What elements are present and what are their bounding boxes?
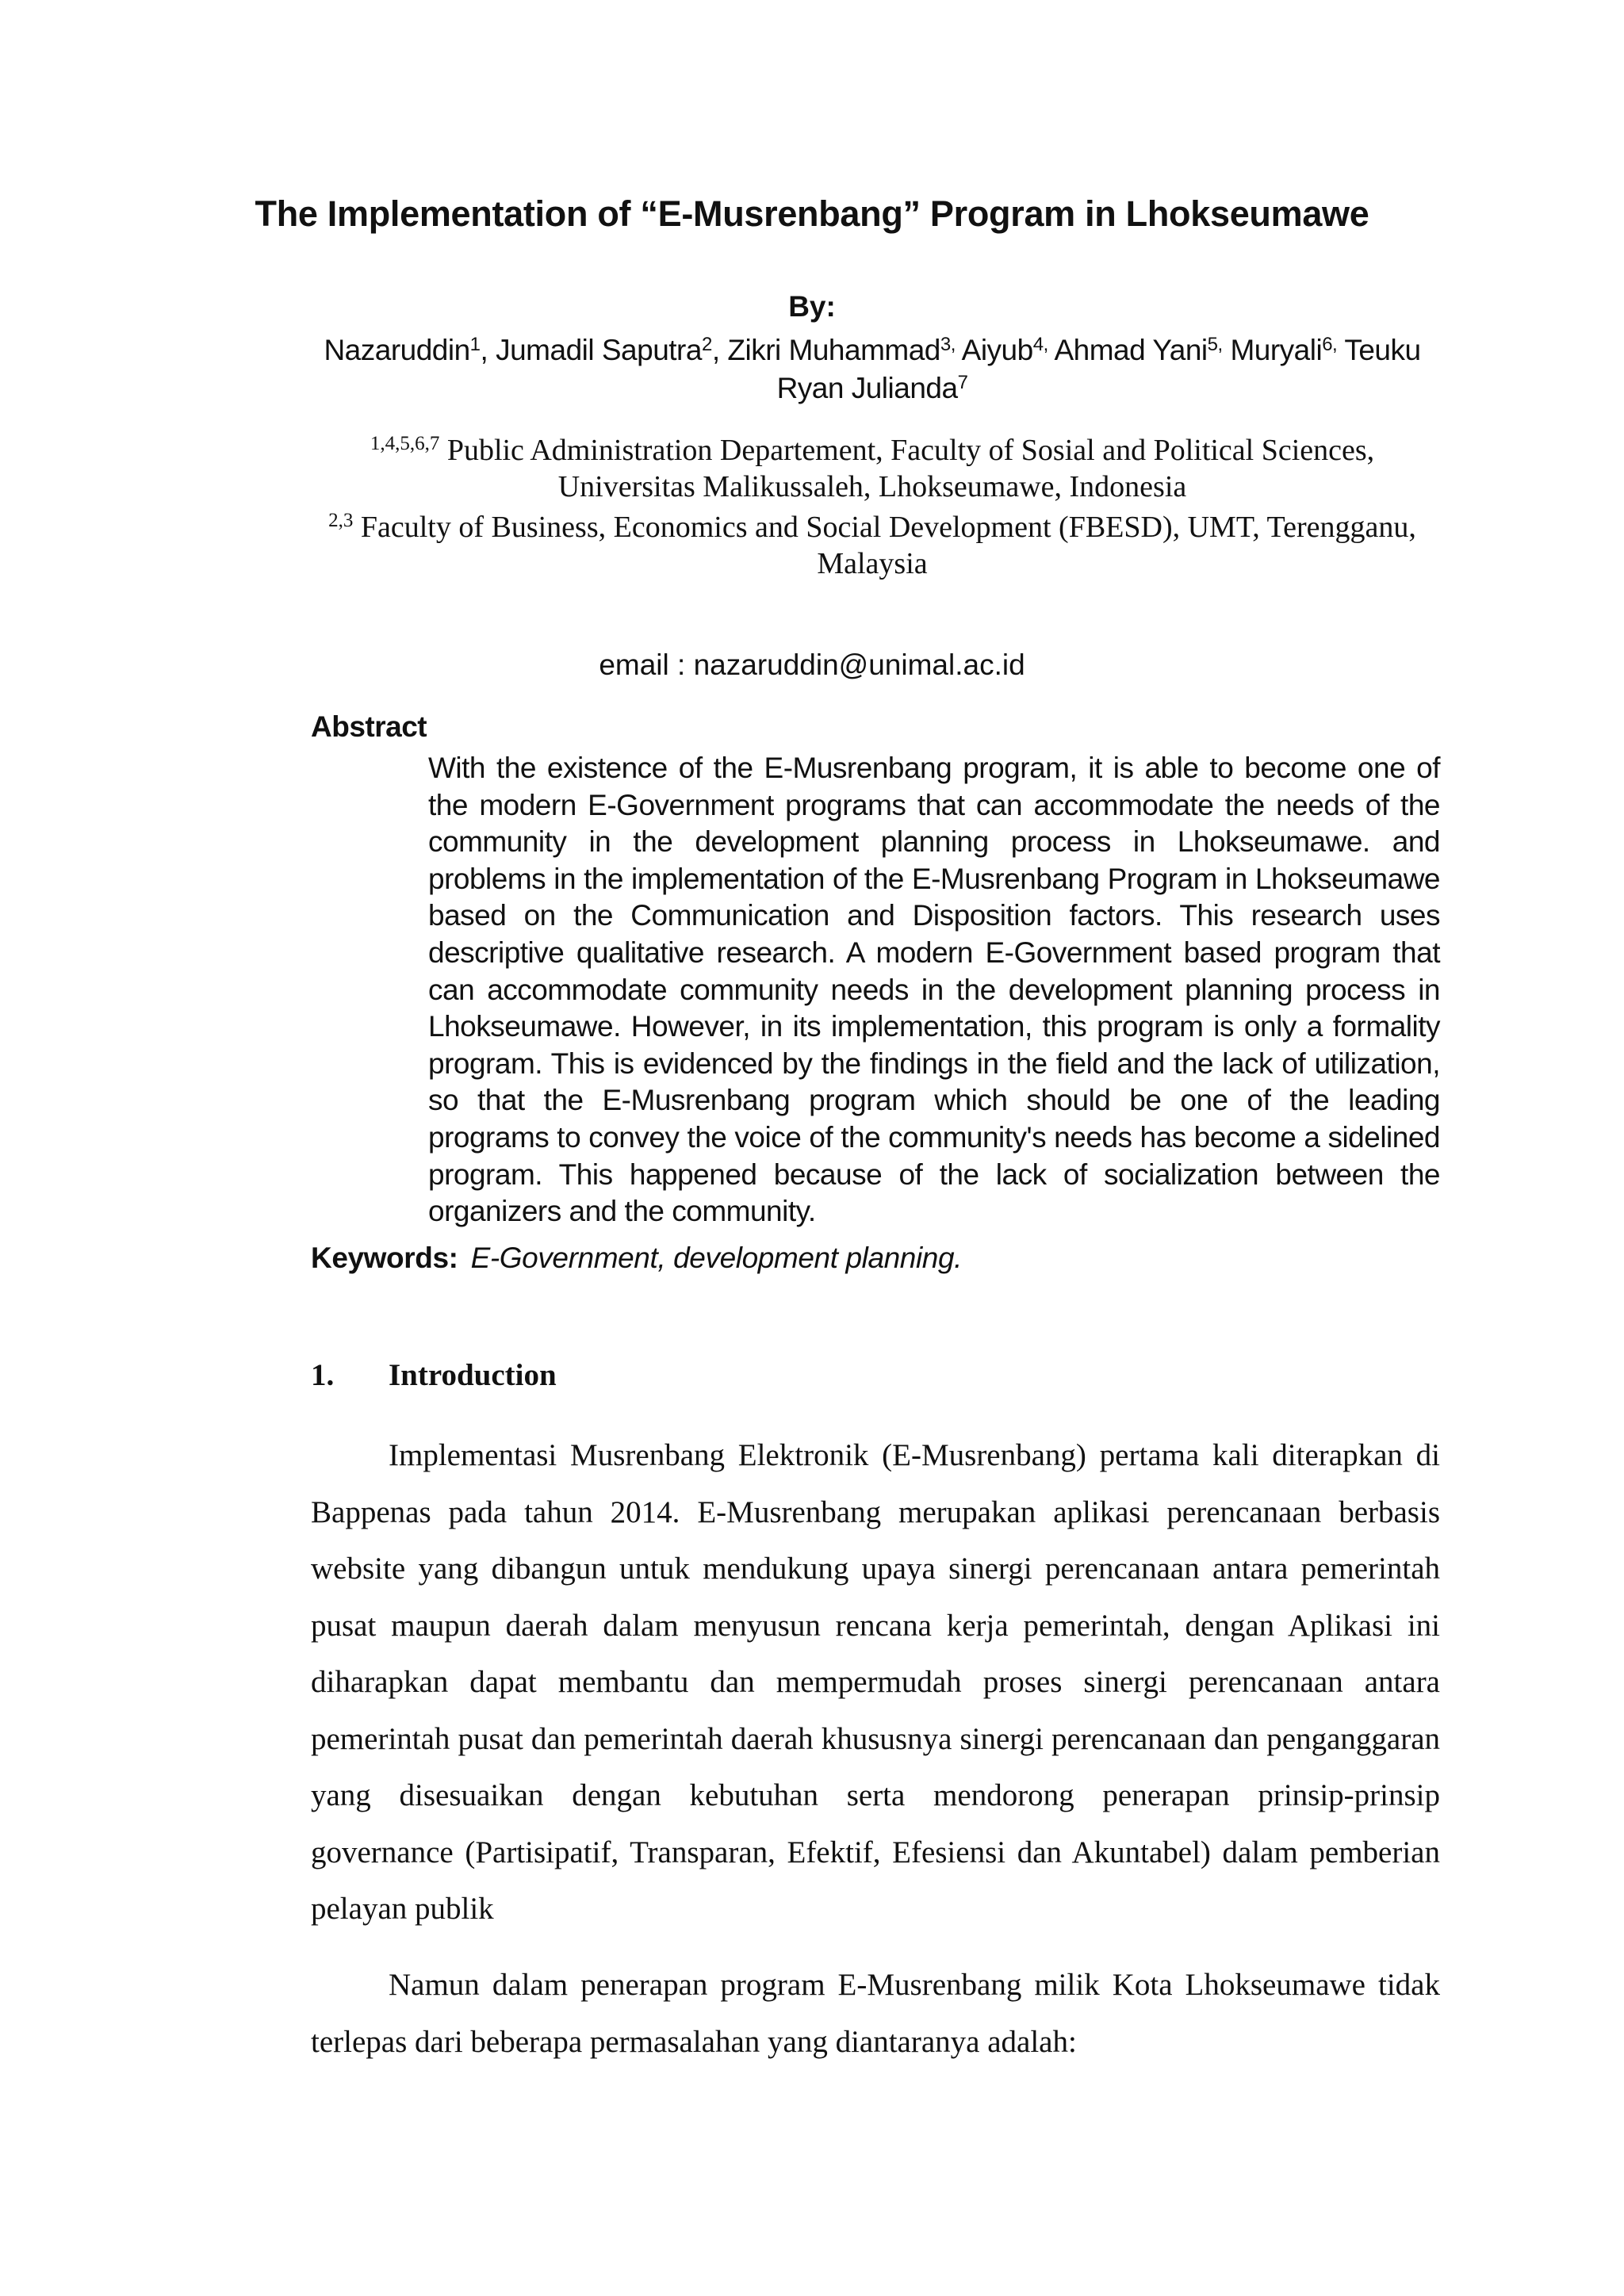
author-email: email : nazaruddin@unimal.ac.id — [599, 649, 1025, 681]
author-name: Ahmad Yani — [1054, 334, 1208, 366]
section-number: 1. — [311, 1358, 335, 1392]
keywords-line — [311, 1242, 962, 1275]
author-affiliation-marker: 4, — [1032, 334, 1048, 355]
body-paragraph: Namun dalam penerapan program E-Musrenbang milik Kota Lhokseumawe tidak terlepas dari beberapa permasalahan yang diantaranya adalah: — [311, 1968, 1440, 2059]
abstract-body: With the existence of the E-Musrenbang program, it is able to become one of the modern E-Government programs that can accommodate the needs of the community in the development planning process in Lhokseumawe. and problems in the implementation of the E-Musrenbang Program in Lhokseumawe based on the Communication and Disposition factors. This research uses descriptive qualitative research. A modern E-Government based program that can accommodate community needs in the development planning process in Lhokseumawe. However, in its implementation, this program is only a formality program. This is evidenced by the findings in the field and the lack of utilization, so that the E-Musrenbang program which should be one of the leading programs to convey the voice of the community's needs has become a sidelined program. This happened because of the lack of socialization between the organizers and the community. — [428, 752, 1440, 1228]
author-separator — [1337, 334, 1344, 366]
keywords-text: E-Government, development planning. — [470, 1242, 963, 1274]
author-separator: , — [711, 334, 728, 366]
section-heading-introduction — [311, 1357, 557, 1393]
section-title: Introduction — [389, 1358, 557, 1392]
by-label: By: — [788, 290, 836, 323]
author-affiliation-marker: 3, — [940, 334, 956, 355]
affiliation-second — [301, 509, 1443, 582]
affiliation-marker: 1,4,5,6,7 — [370, 433, 440, 454]
author-affiliation-marker: 6, — [1322, 334, 1338, 355]
author-name: Zikri Muhammad — [727, 334, 940, 366]
author-name: Teuku Ryan Julianda — [776, 334, 1421, 404]
keywords-label: Keywords: — [311, 1242, 458, 1274]
author-separator: , — [480, 334, 496, 366]
body-paragraph: Implementasi Musrenbang Elektronik (E-Musrenbang) pertama kali diterapkan di Bappenas pada tahun 2014. E-Musrenbang merupakan aplikasi perencanaan berbasis website yang dibangun untuk mendukung upaya sinergi perencanaan antara pemerintah pusat maupun daerah dalam menyusun rencana kerja pemerintah, dengan Aplikasi ini diharapkan dapat membantu dan mempermudah proses sinergi perencanaan antara pemerintah pusat dan pemerintah daerah khususnya sinergi perencanaan dan penganggaran yang disesuaikan dengan kebutuhan serta mendorong penerapan prinsip-prinsip governance (Partisipatif, Transparan, Efektif, Efesiensi dan Akuntabel) dalam pemberian pelayan publik — [311, 1438, 1440, 1926]
paper-title: The Implementation of “E-Musrenbang” Program in Lhokseumawe — [255, 193, 1369, 234]
author-name: Nazaruddin — [324, 334, 470, 366]
author-affiliation-marker: 7 — [957, 372, 968, 393]
author-name: Aiyub — [961, 334, 1033, 366]
affiliation-text: Public Administration Departement, Faculty of Sosial and Political Sciences, Universitas Malikussaleh, Lhokseumawe, Indonesia — [439, 434, 1375, 503]
author-name: Muryali — [1230, 334, 1323, 366]
author-affiliation-marker: 5, — [1207, 334, 1223, 355]
affiliation-text: Faculty of Business, Economics and Social Development (FBESD), UMT, Terengganu, Malaysia — [353, 511, 1416, 580]
author-list — [301, 331, 1443, 408]
author-affiliation-marker: 2 — [701, 334, 712, 355]
affiliation-first — [301, 432, 1443, 505]
author-name: Jumadil Saputra — [496, 334, 702, 366]
author-separator — [956, 334, 962, 366]
author-separator — [1223, 334, 1231, 366]
abstract-heading: Abstract — [311, 710, 427, 743]
affiliation-marker: 2,3 — [328, 510, 354, 531]
author-affiliation-marker: 1 — [469, 334, 481, 355]
